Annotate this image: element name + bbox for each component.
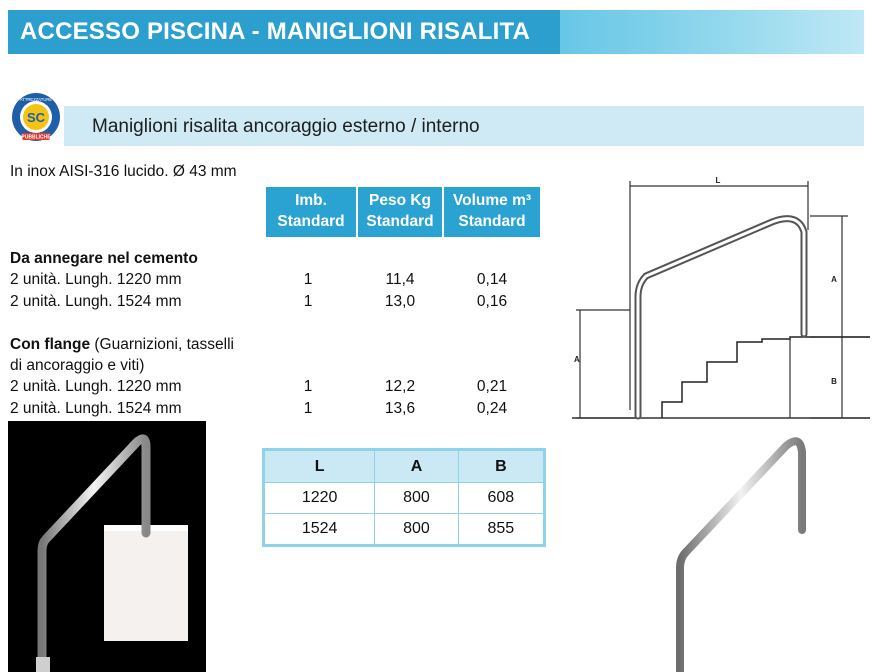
volume-value: 0,21 (476, 378, 508, 395)
column-header-imb: Imb. Standard (266, 187, 356, 237)
section-title: Maniglioni risalita ancoraggio esterno / interno (92, 116, 480, 137)
imb-value: 1 (303, 378, 313, 395)
svg-text:A: A (574, 355, 580, 364)
technical-diagram (572, 172, 870, 422)
group-title: Da annegare nel cemento (10, 250, 198, 267)
table-cell: 1220 (264, 483, 375, 514)
peso-value: 13,6 (384, 400, 416, 417)
table-cell: 800 (375, 483, 458, 514)
svg-text:PUBBLICHE: PUBBLICHE (21, 134, 51, 141)
imb-value: 1 (303, 400, 313, 417)
imb-value: 1 (303, 293, 313, 310)
column-header-l: L (264, 450, 375, 483)
table-row (264, 483, 545, 514)
table-cell: 1524 (264, 514, 375, 546)
peso-value: 11,4 (385, 271, 415, 288)
attrezzature-pubbliche-logo (8, 92, 64, 142)
column-header-a: A (375, 450, 458, 483)
table-cell: 855 (458, 514, 544, 546)
material-description: In inox AISI-316 lucido. Ø 43 mm (10, 163, 237, 180)
volume-value: 0,24 (476, 400, 508, 417)
svg-text:L: L (715, 176, 721, 185)
product-label: 2 unità. Lungh. 1524 mm (10, 293, 182, 310)
svg-text:A: A (831, 275, 837, 284)
column-header-b: B (458, 450, 544, 483)
product-photo-white (636, 430, 836, 672)
table-header-row (264, 450, 545, 483)
table-row (264, 514, 545, 546)
svg-text:ATTREZZATURE: ATTREZZATURE (19, 97, 53, 102)
svg-text:B: B (831, 377, 837, 386)
page-title: ACCESSO PISCINA - MANIGLIONI RISALITA (8, 10, 560, 54)
peso-value: 12,2 (384, 378, 416, 395)
table-cell: 800 (375, 514, 458, 546)
dimensions-table (262, 448, 546, 547)
svg-text:SC: SC (26, 110, 46, 125)
imb-value: 1 (303, 271, 313, 288)
column-header-volume: Volume m³ Standard (444, 187, 540, 237)
volume-value: 0,14 (476, 271, 508, 288)
group-title-line: Con flange (Guarnizioni, tasselli (10, 336, 234, 353)
product-label: 2 unità. Lungh. 1220 mm (10, 271, 182, 288)
product-photo-dark (8, 421, 206, 672)
peso-value: 13,0 (384, 293, 416, 310)
column-header-peso: Peso Kg Standard (358, 187, 442, 237)
volume-value: 0,16 (476, 293, 508, 310)
product-label: 2 unità. Lungh. 1220 mm (10, 378, 182, 395)
product-label: 2 unità. Lungh. 1524 mm (10, 400, 182, 417)
group-note: di ancoraggio e viti) (10, 357, 145, 374)
table-cell: 608 (458, 483, 544, 514)
